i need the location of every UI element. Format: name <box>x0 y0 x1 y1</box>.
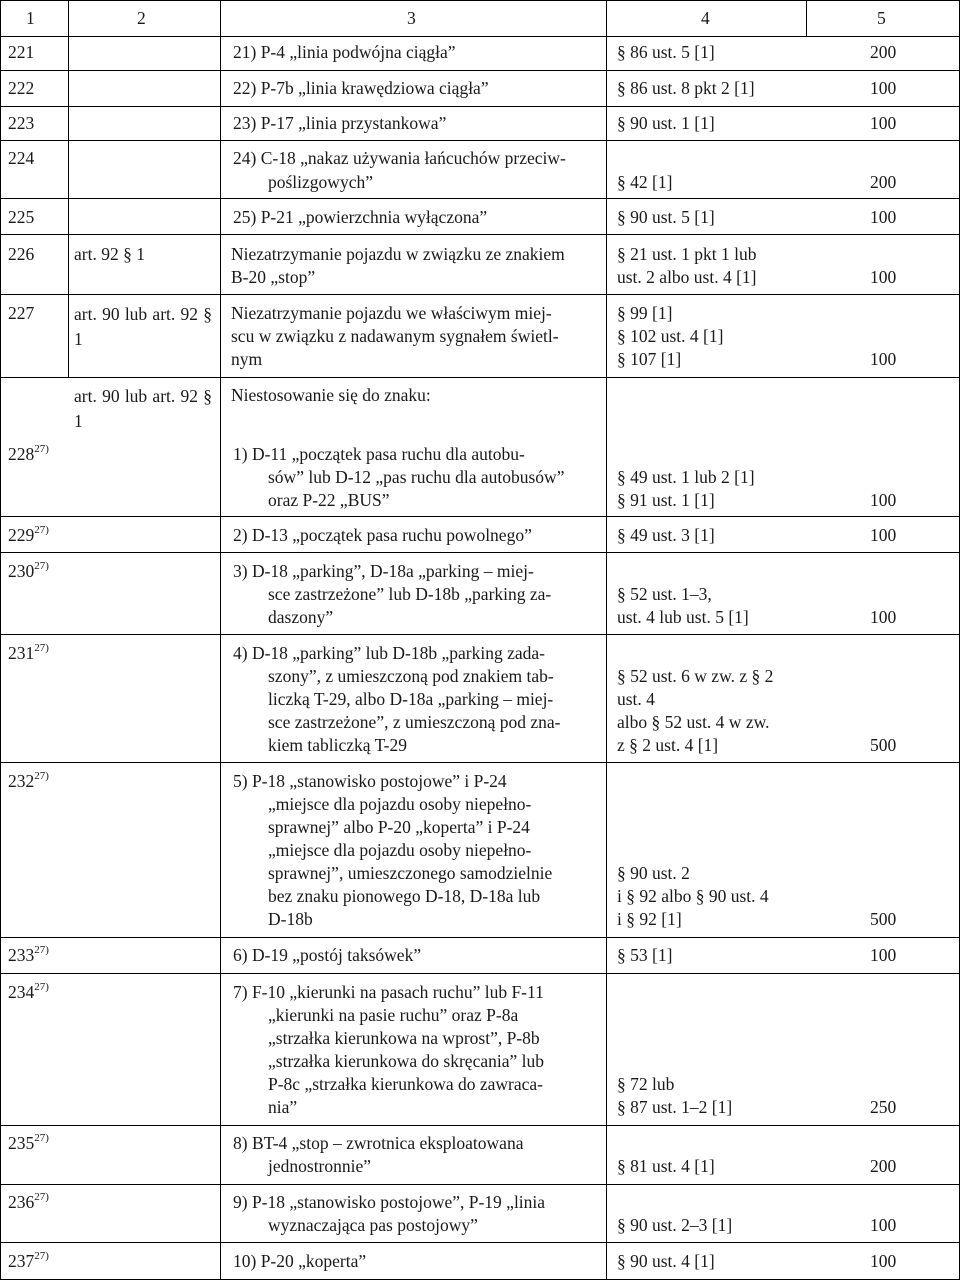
row-provision: ust. 2 albo ust. 4 [1] <box>617 267 757 287</box>
row-description: 1) D-11 „początek pasa ruchu dla autobu- <box>233 444 525 464</box>
row-description: „miejsce dla pojazdu osoby niepełno- <box>268 840 532 860</box>
row-number: 221 <box>8 42 35 62</box>
rule-top <box>0 0 959 1</box>
row-article: art. 92 § 1 <box>74 244 145 264</box>
rule-row <box>0 294 959 295</box>
row-provision: § 49 ust. 1 lub 2 [1] <box>617 467 755 487</box>
footnote-ref: 27) <box>34 944 49 957</box>
row-amount: 100 <box>870 607 897 627</box>
rule-row <box>0 140 959 141</box>
row-description: 10) P-20 „koperta” <box>233 1251 367 1271</box>
footnote-ref: 27) <box>34 770 49 783</box>
row-description: B-20 „stop” <box>231 267 316 287</box>
row-amount: 200 <box>870 42 897 62</box>
row-description: 21) P-4 „linia podwójna ciągła” <box>233 42 456 62</box>
row-number: 236$^{27)}$ <box>8 1191 49 1212</box>
row-description: liczką T-29, albo D-18a „parking – miej- <box>268 689 554 709</box>
rule-col-3 <box>606 0 607 1280</box>
row-number: 226 <box>8 244 35 264</box>
header-col-3: 3 <box>407 8 416 28</box>
row-description: bez znaku pionowego D-18, D-18a lub <box>268 886 541 906</box>
rule-row <box>0 634 959 635</box>
row-number: 227 <box>8 303 35 323</box>
row-amount: 250 <box>870 1097 897 1117</box>
row-description: 7) F-10 „kierunki na pasach ruchu” lub F-11 <box>233 982 544 1002</box>
row-amount: 100 <box>870 349 897 369</box>
row-description: „kierunki na pasie ruchu” oraz P-8a <box>268 1005 519 1025</box>
footnote-ref: 27) <box>34 1250 49 1263</box>
rule-row <box>0 552 959 553</box>
rule-row <box>0 516 959 517</box>
rule-row <box>0 762 959 763</box>
rule-left <box>0 0 1 1280</box>
row-amount: 100 <box>870 525 897 545</box>
row-description: „strzałka kierunkowa na wprost”, P-8b <box>268 1028 540 1048</box>
row-provision: albo § 52 ust. 4 w zw. <box>617 712 770 732</box>
row-article: art. 90 lub art. 92 § 1 <box>74 304 212 349</box>
row-description: 25) P-21 „powierzchnia wyłączona” <box>233 207 488 227</box>
rule-row <box>0 198 959 199</box>
row-amount: 100 <box>870 207 897 227</box>
row-number: 225 <box>8 207 35 227</box>
row-provision: § 21 ust. 1 pkt 1 lub <box>617 244 757 264</box>
row-provision: § 49 ust. 3 [1] <box>617 525 715 545</box>
rule-row <box>0 937 959 938</box>
row-provision: § 102 ust. 4 [1] <box>617 326 724 346</box>
footnote-ref: 27) <box>34 560 49 573</box>
rule-row <box>0 973 959 974</box>
row-provision: § 52 ust. 1–3, <box>617 584 712 604</box>
row-description: „miejsce dla pojazdu osoby niepełno- <box>268 794 532 814</box>
row-description: 22) P-7b „linia krawędziowa ciągła” <box>233 78 489 98</box>
rule-col-4 <box>806 0 807 36</box>
header-col-1: 1 <box>26 8 35 28</box>
row-description: sce zastrzeżone”, z umieszczoną pod zna- <box>268 712 561 732</box>
rule-row <box>0 1184 959 1185</box>
row-description: 9) P-18 „stanowisko postojowe”, P-19 „linia <box>233 1192 546 1212</box>
row-provision: § 53 [1] <box>617 945 673 965</box>
rule-col-1 <box>68 0 69 377</box>
rule-bottom <box>0 1279 959 1280</box>
rule-row <box>0 106 959 107</box>
header-col-2: 2 <box>137 8 146 28</box>
row-amount: 100 <box>870 1251 897 1271</box>
row-number: 230$^{27)}$ <box>8 560 49 581</box>
row-provision: § 91 ust. 1 [1] <box>617 490 715 510</box>
row-provision: § 87 ust. 1–2 [1] <box>617 1097 733 1117</box>
footnote-ref: 27) <box>34 642 49 655</box>
row-amount: 200 <box>870 172 897 192</box>
row-description: sprawnej” albo P-20 „koperta” i P-24 <box>268 817 530 837</box>
row-description: Niezatrzymanie pojazdu w związku ze znakiem <box>231 244 565 264</box>
row-provision: § 90 ust. 2–3 [1] <box>617 1215 733 1235</box>
row-description: 6) D-19 „postój taksówek” <box>233 945 422 965</box>
row-description: 3) D-18 „parking”, D-18a „parking – miej- <box>233 561 534 581</box>
row-description: 2) D-13 „początek pasa ruchu powolnego” <box>233 525 532 545</box>
row-provision: § 90 ust. 4 [1] <box>617 1251 715 1271</box>
header-col-5: 5 <box>877 8 886 28</box>
row-description: jednostronnie” <box>268 1156 372 1176</box>
rule-row <box>0 377 959 378</box>
row-description: 24) C-18 „nakaz używania łańcuchów przeciw- <box>233 148 566 168</box>
row-provision: § 86 ust. 5 [1] <box>617 42 715 62</box>
row-number: 235$^{27)}$ <box>8 1132 49 1153</box>
row-number: 231$^{27)}$ <box>8 642 49 663</box>
row-provision: z § 2 ust. 4 [1] <box>617 735 719 755</box>
row-description: P-8c „strzałka kierunkowa do zawraca- <box>268 1074 544 1094</box>
row-provision: i § 92 albo § 90 ust. 4 <box>617 886 769 906</box>
row-amount: 500 <box>870 909 897 929</box>
footnote-ref: 27) <box>34 1191 49 1204</box>
row-provision: i § 92 [1] <box>617 909 682 929</box>
row-amount: 100 <box>870 1215 897 1235</box>
row-amount: 500 <box>870 735 897 755</box>
row-amount: 100 <box>870 267 897 287</box>
row-description: 23) P-17 „linia przystankowa” <box>233 113 447 133</box>
row-number: 222 <box>8 78 35 98</box>
row-description: kiem tabliczką T-29 <box>268 735 407 755</box>
row-description: sprawnej”, umieszczonego samodzielnie <box>268 863 553 883</box>
row-description: Niezatrzymanie pojazdu we właściwym miej- <box>231 303 552 323</box>
row-provision: § 42 [1] <box>617 172 673 192</box>
row-number: 232$^{27)}$ <box>8 770 49 791</box>
row-provision: ust. 4 lub ust. 5 [1] <box>617 607 749 627</box>
row-provision: § 72 lub <box>617 1074 675 1094</box>
row-provision: § 52 ust. 6 w zw. z § 2 <box>617 666 774 686</box>
row-provision: § 90 ust. 5 [1] <box>617 207 715 227</box>
row-description: nym <box>231 349 263 369</box>
row-description: nia” <box>268 1097 298 1117</box>
row-description: Niestosowanie się do znaku: <box>231 385 431 405</box>
row-description: wyznaczająca pas postojowy” <box>268 1215 478 1235</box>
row-provision: ust. 4 <box>617 689 655 709</box>
row-description: sów” lub D-12 „pas ruchu dla autobusów” <box>268 467 565 487</box>
rule-row <box>0 70 959 71</box>
row-amount: 100 <box>870 490 897 510</box>
row-article: art. 90 lub art. 92 § 1 <box>74 386 212 431</box>
rule-col-2 <box>220 0 221 1280</box>
row-provision: § 90 ust. 1 [1] <box>617 113 715 133</box>
rule-row <box>0 1242 959 1243</box>
footnote-ref: 27) <box>34 524 49 537</box>
row-amount: 100 <box>870 945 897 965</box>
row-description: sce zastrzeżone” lub D-18b „parking za- <box>268 584 552 604</box>
row-description: oraz P-22 „BUS” <box>268 490 390 510</box>
row-description: 8) BT-4 „stop – zwrotnica eksploatowana <box>233 1133 524 1153</box>
row-number: 223 <box>8 113 35 133</box>
row-number: 234$^{27)}$ <box>8 981 49 1002</box>
rule-row <box>0 1125 959 1126</box>
row-number: 224 <box>8 148 35 168</box>
rule-header <box>0 36 959 37</box>
row-amount: 100 <box>870 113 897 133</box>
row-description: daszony” <box>268 607 334 627</box>
row-description: „strzałka kierunkowa do skręcania” lub <box>268 1051 544 1071</box>
row-description: D-18b <box>268 909 313 929</box>
row-description: poślizgowych” <box>268 172 373 192</box>
row-provision: § 90 ust. 2 <box>617 863 690 883</box>
row-description: szony”, z umieszczoną pod znakiem tab- <box>268 666 554 686</box>
row-provision: § 99 [1] <box>617 303 673 323</box>
row-provision: § 86 ust. 8 pkt 2 [1] <box>617 78 755 98</box>
footnote-ref: 27) <box>34 1132 49 1145</box>
row-number: 237$^{27)}$ <box>8 1250 49 1271</box>
header-col-4: 4 <box>701 8 710 28</box>
row-number: 229$^{27)}$ <box>8 524 49 545</box>
row-number: 228$^{27)}$ <box>8 443 49 464</box>
row-number: 233$^{27)}$ <box>8 944 49 965</box>
row-amount: 100 <box>870 78 897 98</box>
row-description: 5) P-18 „stanowisko postojowe” i P-24 <box>233 771 507 791</box>
footnote-ref: 27) <box>34 443 49 456</box>
row-description: scu w związku z nadawanym sygnałem świetl- <box>231 326 559 346</box>
rule-row <box>0 234 959 235</box>
row-provision: § 107 [1] <box>617 349 682 369</box>
row-provision: § 81 ust. 4 [1] <box>617 1156 715 1176</box>
row-amount: 200 <box>870 1156 897 1176</box>
footnote-ref: 27) <box>34 981 49 994</box>
row-description: 4) D-18 „parking” lub D-18b „parking zada- <box>233 643 545 663</box>
